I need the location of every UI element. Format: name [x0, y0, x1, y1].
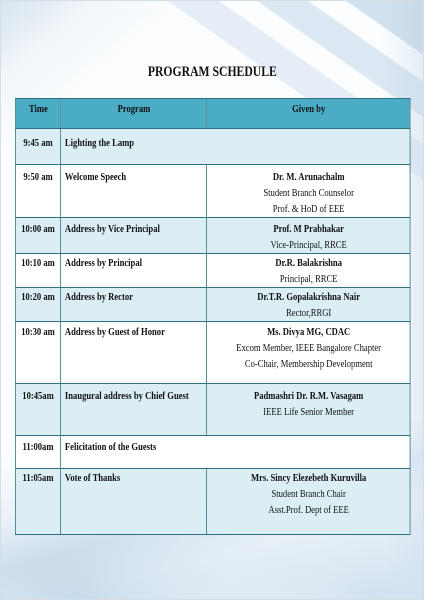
speaker-name: Dr. M. Arunachalm	[272, 171, 345, 183]
program-cell: Felicitation of the Guests	[61, 436, 410, 469]
given-by-cell	[206, 254, 410, 288]
speaker-name: Ms. Divya MG, CDAC	[267, 326, 351, 338]
column-header-time: Time	[15, 99, 60, 129]
given-by-cell	[206, 165, 410, 218]
speaker-name: Prof. M Prabhakar	[273, 223, 344, 235]
schedule-row	[15, 469, 410, 535]
schedule-row	[15, 165, 410, 218]
speaker-role: Student Branch Counselor	[263, 187, 354, 199]
program-cell: Welcome Speech	[61, 165, 207, 218]
given-by-cell	[206, 288, 410, 322]
schedule-row	[15, 436, 410, 469]
speaker-role: Principal, RRCE	[279, 273, 338, 285]
speaker-role: Student Branch Chair	[271, 488, 346, 500]
speaker-role: Prof. & HoD of EEE	[272, 203, 345, 215]
program-cell: Address by Rector	[61, 288, 207, 322]
time-cell: 10:20 am	[15, 288, 60, 322]
speaker-name: Dr.T.R. Gopalakrishna Nair	[257, 291, 361, 303]
given-by-cell	[206, 384, 410, 436]
program-cell: Vote of Thanks	[61, 469, 207, 535]
speaker-name: Mrs. Sincy Elezebeth Kuruvilla	[250, 472, 367, 484]
table-header-row	[15, 99, 410, 129]
speaker-role: Asst.Prof. Dept of EEE	[268, 504, 349, 516]
time-cell: 11:05am	[15, 469, 60, 535]
time-cell: 10:45am	[15, 384, 60, 436]
speaker-role: Excom Member, IEEE Bangalore Chapter	[236, 342, 382, 354]
program-cell: Lighting the Lamp	[61, 129, 410, 165]
schedule-row	[15, 322, 410, 384]
schedule-sheet	[15, 1, 410, 599]
column-header-given-by: Given by	[206, 99, 410, 129]
speaker-role: IEEE Life Senior Member	[263, 406, 355, 418]
speaker-role: Co-Chair, Membership Development	[244, 358, 373, 370]
schedule-row	[15, 288, 410, 322]
time-cell: 11:00am	[15, 436, 60, 469]
page-title: PROGRAM SCHEDULE	[147, 64, 277, 80]
schedule-row	[15, 129, 410, 165]
time-cell: 10:30 am	[15, 322, 60, 384]
speaker-name: Padmashri Dr. R.M. Vasagam	[253, 390, 364, 402]
column-header-program: Program	[61, 99, 207, 129]
schedule-table	[15, 98, 410, 535]
given-by-cell	[206, 322, 410, 384]
time-cell: 10:00 am	[15, 218, 60, 254]
speaker-name: Dr.R. Balakrishna	[275, 257, 343, 269]
schedule-row	[15, 384, 410, 436]
speaker-role: Rector,RRGI	[286, 307, 332, 319]
program-cell: Address by Principal	[61, 254, 207, 288]
schedule-row	[15, 254, 410, 288]
time-cell: 10:10 am	[15, 254, 60, 288]
program-cell: Address by Guest of Honor	[61, 322, 207, 384]
time-cell: 9:45 am	[15, 129, 60, 165]
time-cell: 9:50 am	[15, 165, 60, 218]
program-cell: Inaugural address by Chief Guest	[61, 384, 207, 436]
given-by-cell	[206, 469, 410, 535]
schedule-row	[15, 218, 410, 254]
program-cell: Address by Vice Principal	[61, 218, 207, 254]
speaker-role: Vice-Principal, RRCE	[270, 239, 347, 251]
given-by-cell	[206, 218, 410, 254]
